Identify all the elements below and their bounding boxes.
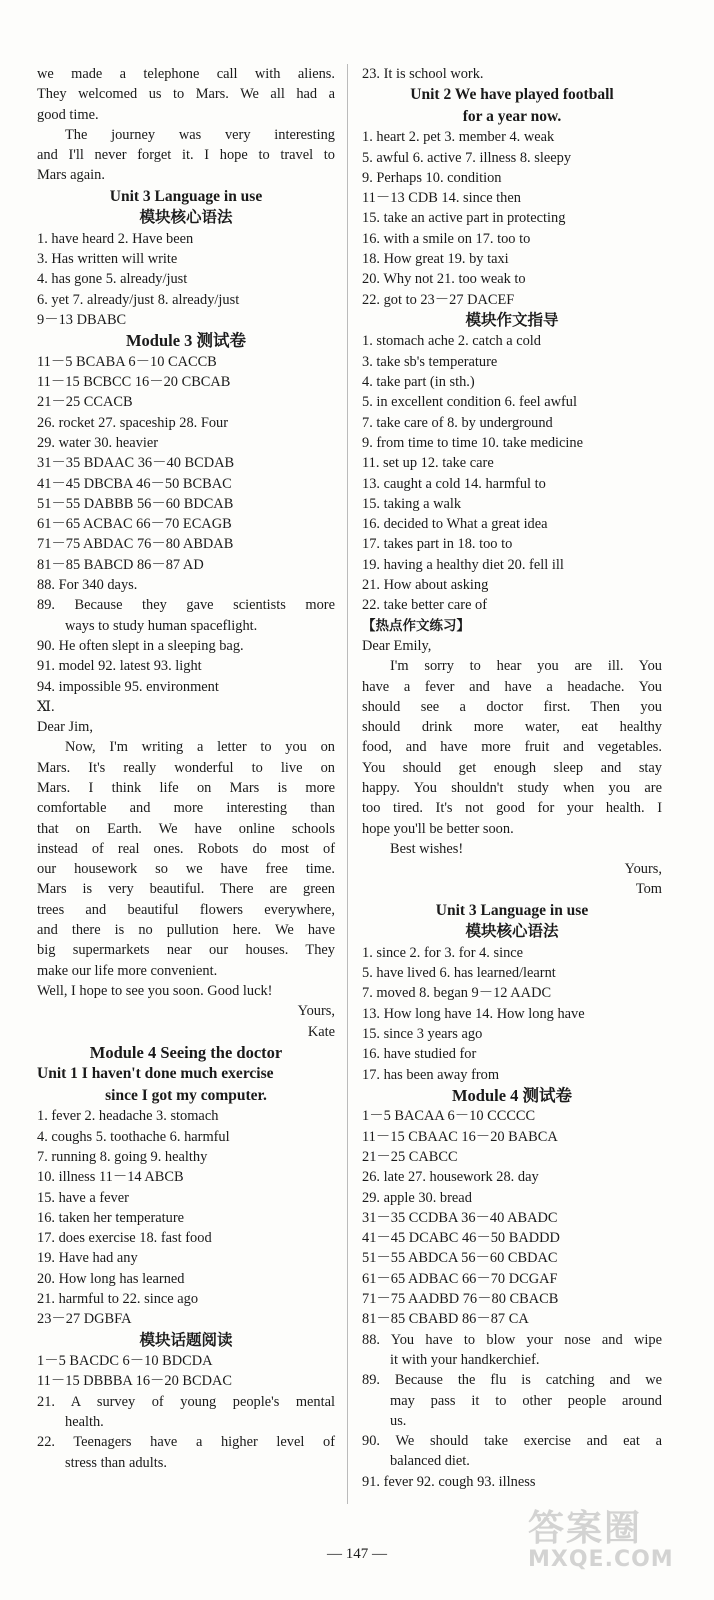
- text-line: 71－75 ABDAC 76－80 ABDAB: [37, 536, 234, 553]
- text-line: 5. awful 6. active 7. illness 8. sleepy: [362, 149, 572, 166]
- text-line: 18. How great 19. by taxi: [362, 251, 509, 268]
- text-line: 11－15 DBBBA 16－20 BCDAC: [37, 1373, 232, 1390]
- text-line: 1. stomach ache 2. catch a cold: [362, 333, 542, 350]
- text-line: You should get enough sleep and stay: [362, 759, 662, 776]
- watermark-text-cn: 答案圈: [528, 1508, 643, 1549]
- text-line: 17. takes part in 18. too to: [362, 536, 513, 553]
- text-line-continued: balanced diet.: [390, 1453, 470, 1470]
- text-line: 17. does exercise 18. fast food: [37, 1230, 212, 1247]
- text-line: 21. A survey of young people's mental: [37, 1393, 335, 1410]
- text-line: 10. illness 11－14 ABCB: [37, 1169, 184, 1186]
- text-line: Ⅺ.: [37, 698, 55, 715]
- text-line: 89. Because the flu is catching and we: [362, 1372, 662, 1389]
- text-line: we made a telephone call with aliens.: [37, 66, 335, 82]
- subsection-heading: 模块核心语法: [139, 208, 233, 227]
- text-line: 15. taking a walk: [362, 495, 462, 512]
- text-line: 61－65 ADBAC 66－70 DCGAF: [362, 1270, 558, 1287]
- text-line: 29. apple 30. bread: [362, 1189, 472, 1206]
- text-line: 3. take sb's temperature: [362, 353, 498, 370]
- text-line: make our life more convenient.: [37, 962, 218, 979]
- text-line: 41－45 DBCBA 46－50 BCBAC: [37, 475, 232, 492]
- module-heading: Module 4 Seeing the doctor: [89, 1042, 283, 1062]
- signature-line: Kate: [307, 1023, 335, 1040]
- text-line: 16. decided to What a great idea: [362, 516, 548, 533]
- text-line: 7. running 8. going 9. healthy: [37, 1148, 208, 1165]
- subsection-heading: 模块话题阅读: [139, 1330, 233, 1349]
- subsection-heading: 模块核心语法: [465, 922, 559, 941]
- paragraph-start: Now, I'm writing a letter to you on: [65, 739, 335, 756]
- text-line: that on Earth. We have online schools: [37, 820, 335, 837]
- paragraph-start: The journey was very interesting: [65, 126, 335, 143]
- text-line: 20. Why not 21. too weak to: [362, 271, 526, 288]
- text-line: should see a doctor first. Then you: [362, 698, 662, 715]
- text-line: comfortable and more interesting than: [37, 800, 335, 817]
- text-line: 5. in excellent condition 6. feel awful: [362, 394, 577, 411]
- text-line: too tired. It's not good for your health. I: [362, 800, 662, 817]
- text-line: 26. late 27. housework 28. day: [362, 1169, 539, 1186]
- text-line: 9. from time to time 10. take medicine: [362, 434, 583, 451]
- text-line: 1. since 2. for 3. for 4. since: [362, 944, 524, 961]
- text-line: our housework so we have free time.: [37, 861, 335, 878]
- text-line-continued: health.: [65, 1414, 104, 1431]
- text-line: 21－25 CABCC: [362, 1148, 458, 1165]
- text-line: Mars. I think life on Mars is more: [37, 780, 335, 796]
- text-line: 41－45 DCABC 46－50 BADDD: [362, 1230, 560, 1247]
- text-line: 31－35 BDAAC 36－40 BCDAB: [37, 455, 235, 472]
- text-line: 20. How long has learned: [37, 1270, 185, 1287]
- text-line: 9－13 DBABC: [37, 311, 127, 328]
- text-line: 11－15 BCBCC 16－20 CBCAB: [37, 374, 231, 391]
- text-line: trees and beautiful flowers everywhere,: [37, 901, 335, 918]
- text-line: Mars again.: [37, 167, 105, 184]
- text-line: 91. model 92. latest 93. light: [37, 658, 202, 675]
- text-line: 11. set up 12. take care: [362, 455, 494, 472]
- section-heading: Unit 3 Language in use: [109, 187, 263, 205]
- text-line: and there is no pullution here. We have: [37, 922, 335, 939]
- watermark-text-en: MXQE.COM: [528, 1547, 674, 1572]
- text-line: big supermarkets near our houses. They: [37, 942, 335, 959]
- text-line-continued: us.: [390, 1412, 407, 1429]
- text-line: 51－55 ABDCA 56－60 CBDAC: [362, 1250, 558, 1267]
- text-line: 88. For 340 days.: [37, 577, 138, 594]
- text-line: 15. since 3 years ago: [362, 1025, 483, 1042]
- text-line: 13. caught a cold 14. harmful to: [362, 475, 546, 492]
- text-line: 22. Teenagers have a higher level of: [37, 1434, 335, 1451]
- text-line: 81－85 CBABD 86－87 CA: [362, 1311, 529, 1328]
- text-line-continued: stress than adults.: [65, 1454, 167, 1471]
- text-line: have a fever and have a headache. You: [362, 678, 662, 695]
- text-line: 15. take an active part in protecting: [362, 210, 566, 227]
- text-line: They welcomed us to Mars. We all had a: [37, 86, 335, 103]
- text-line: 29. water 30. heavier: [37, 434, 159, 451]
- module-heading: Module 3 测试卷: [125, 331, 247, 351]
- text-line-continued: ways to study human spaceflight.: [65, 617, 258, 634]
- text-line: 21－25 CCACB: [37, 394, 133, 411]
- text-line: 94. impossible 95. environment: [37, 678, 219, 695]
- text-line: 19. having a healthy diet 20. fell ill: [362, 556, 564, 573]
- text-line: 4. has gone 5. already/just: [37, 271, 188, 288]
- text-line: 17. has been away from: [362, 1066, 500, 1083]
- text-line: instead of real ones. Robots do most of: [37, 840, 335, 857]
- module-heading: Module 4 测试卷: [451, 1085, 573, 1105]
- text-line: 23－27 DGBFA: [37, 1311, 132, 1328]
- text-line: hope you'll be better soon.: [362, 820, 514, 837]
- text-line: 3. Has written will write: [37, 251, 178, 268]
- section-heading: since I got my computer.: [105, 1086, 267, 1104]
- text-line: 21. harmful to 22. since ago: [37, 1291, 199, 1308]
- text-line: 1－5 BACAA 6－10 CCCCC: [362, 1108, 536, 1125]
- text-line: Mars. It's really wonderful to live on: [37, 759, 335, 776]
- text-line: 11－13 CDB 14. since then: [362, 190, 521, 207]
- text-line: 90. We should take exercise and eat a: [362, 1433, 662, 1450]
- column-divider: [347, 64, 348, 1504]
- text-line: 1－5 BACDC 6－10 BDCDA: [37, 1353, 213, 1370]
- text-line: 7. moved 8. began 9－12 AADC: [362, 985, 552, 1002]
- right-column: [362, 64, 662, 1492]
- text-line: Well, I hope to see you soon. Good luck!: [37, 982, 273, 999]
- text-line: 6. yet 7. already/just 8. already/just: [37, 291, 240, 308]
- paragraph-start: Best wishes!: [390, 840, 464, 857]
- text-line-continued: may pass it to other people around: [390, 1392, 662, 1409]
- text-line: 11－5 BCABA 6－10 CACCB: [37, 353, 217, 370]
- left-column: [37, 64, 335, 1473]
- section-heading: for a year now.: [462, 107, 562, 125]
- section-label: 【热点作文练习】: [362, 617, 470, 634]
- text-line: 22. got to 23－27 DACEF: [362, 291, 515, 308]
- text-line: 22. take better care of: [362, 597, 488, 614]
- text-line: 4. take part (in sth.): [362, 374, 475, 391]
- signature-line: Tom: [635, 881, 662, 898]
- section-heading: Unit 3 Language in use: [435, 901, 589, 919]
- text-line: 90. He often slept in a sleeping bag.: [37, 637, 244, 654]
- text-line: 16. have studied for: [362, 1046, 477, 1063]
- text-line: 16. with a smile on 17. too to: [362, 230, 531, 247]
- text-line: 89. Because they gave scientists more: [37, 597, 335, 614]
- text-line: 1. fever 2. headache 3. stomach: [37, 1108, 219, 1125]
- text-line: 61－65 ACBAC 66－70 ECAGB: [37, 516, 232, 533]
- text-line: 26. rocket 27. spaceship 28. Four: [37, 414, 229, 431]
- text-line: should drink more water, eat healthy: [362, 719, 662, 736]
- text-line: food, and have more fruit and vegetables.: [362, 739, 662, 756]
- text-line: Dear Emily,: [362, 637, 432, 654]
- text-line: 11－15 CBAAC 16－20 BABCA: [362, 1128, 558, 1145]
- signature-line: Yours,: [297, 1003, 335, 1020]
- section-heading: Unit 1 I haven't done much exercise: [37, 1065, 274, 1083]
- text-line: 51－55 DABBB 56－60 BDCAB: [37, 495, 234, 512]
- text-line-continued: it with your handkerchief.: [390, 1351, 540, 1368]
- signature-line: Yours,: [624, 861, 662, 878]
- text-line: happy. You shouldn't study when you are: [362, 780, 662, 796]
- text-line: 7. take care of 8. by underground: [362, 414, 553, 431]
- text-line: 21. How about asking: [362, 577, 489, 594]
- text-line: and I'll never forget it. I hope to travel to: [37, 147, 335, 164]
- text-line: good time.: [37, 106, 99, 123]
- page-number: — 147 —: [327, 1546, 387, 1562]
- text-line: Mars is very beautiful. There are green: [37, 881, 335, 898]
- text-line: 16. taken her temperature: [37, 1209, 185, 1226]
- paragraph-start: I'm sorry to hear you are ill. You: [390, 658, 662, 675]
- text-line: 4. coughs 5. toothache 6. harmful: [37, 1128, 230, 1145]
- text-line: 13. How long have 14. How long have: [362, 1005, 585, 1022]
- text-line: 1. heart 2. pet 3. member 4. weak: [362, 129, 555, 146]
- text-line: 1. have heard 2. Have been: [37, 230, 194, 247]
- section-heading: Unit 2 We have played football: [410, 86, 614, 104]
- text-line: 5. have lived 6. has learned/learnt: [362, 965, 556, 982]
- watermark-logo: [528, 1500, 698, 1580]
- text-line: 15. have a fever: [37, 1189, 129, 1206]
- text-line: 91. fever 92. cough 93. illness: [362, 1473, 536, 1490]
- text-line: 9. Perhaps 10. condition: [362, 169, 502, 186]
- text-line: 71－75 AADBD 76－80 CBACB: [362, 1291, 559, 1308]
- text-line: 23. It is school work.: [362, 66, 484, 82]
- text-line: 88. You have to blow your nose and wipe: [362, 1331, 662, 1348]
- text-line: 19. Have had any: [37, 1250, 138, 1267]
- subsection-heading: 模块作文指导: [465, 310, 559, 329]
- text-line: 81－85 BABCD 86－87 AD: [37, 556, 204, 573]
- text-line: Dear Jim,: [37, 719, 93, 736]
- text-line: 31－35 CCDBA 36－40 ABADC: [362, 1209, 558, 1226]
